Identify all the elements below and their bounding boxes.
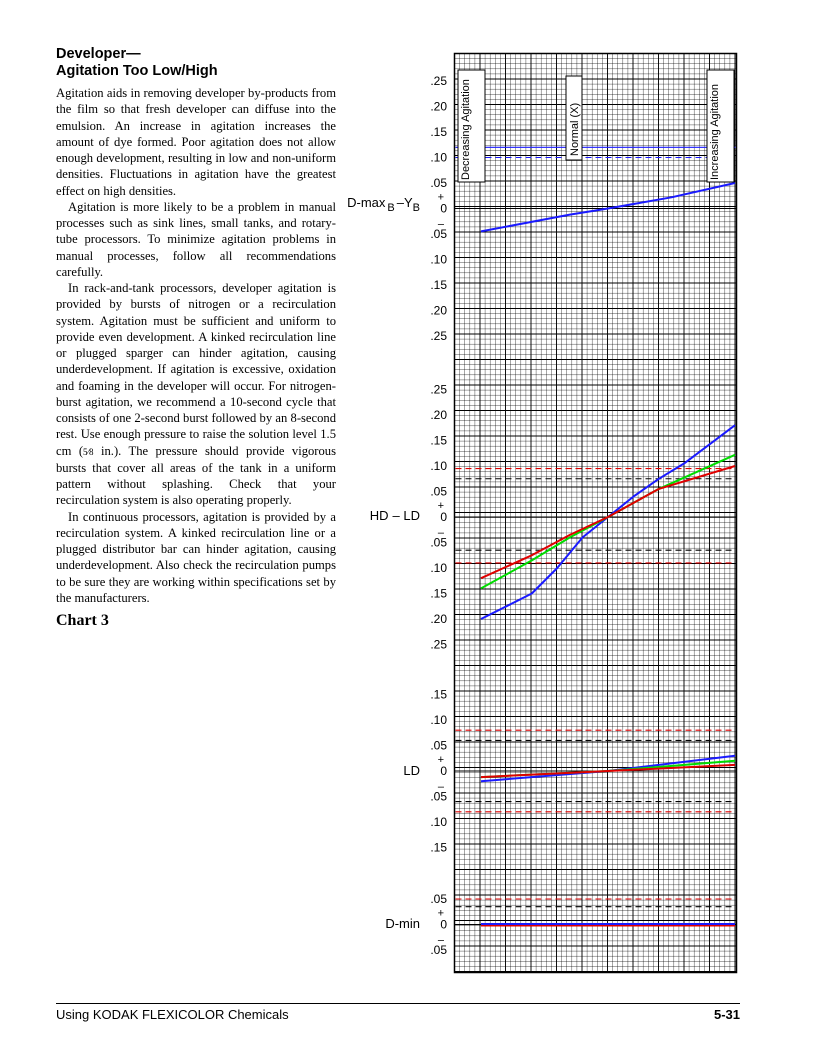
tick-label-hdld: .20 [430, 612, 447, 626]
minus-sign-dmin: – [437, 934, 444, 947]
hdld-label-mid: – LD [392, 508, 420, 523]
panel-label-dmax [347, 195, 420, 214]
tick-label-ld: 0 [440, 764, 447, 778]
paragraph-3 [56, 280, 336, 509]
heading-line-1: Developer— [56, 46, 141, 62]
page-number: 5-31 [713, 1007, 740, 1022]
tick-label-dmax: .25 [430, 74, 447, 88]
x-label-increasing: Increasing Agitation [709, 83, 721, 180]
paragraph-4: In continuous processors, agitation is provided by a recirculation system. A kinked recirculation line or a plugged distributor bar can hinder agitation, causing underdevelopment. Also check the recirculation pumps to be sure they are working within specifications set by the manufacturers. [56, 509, 336, 605]
paragraph-3-part-1: In rack-and-tank processors, developer agitation is provided by bursts of nitrogen or a recirculation system. Agitation must be sufficient and uniform to provide even development. A kinked recirculation line or plugged sparger can hinder agitation, causing underdevelopment. If agitation is excessive, oxidation and foaming in the developer will occur. For nitrogen-burst agitation, we recommend a 10-second cycle that consists of one 2-second burst followed by an 8-second rest. Use enough pressure to raise the solution level 1.5 cm ( [56, 281, 336, 458]
tick-label-hdld: .10 [430, 561, 447, 575]
tick-label-dmax: .10 [430, 252, 447, 267]
chart-title: Chart 3 [56, 612, 109, 629]
tick-label-ld: .10 [430, 713, 447, 727]
tick-label-hdld: .10 [430, 459, 447, 473]
tick-label-hdld: .15 [430, 586, 447, 601]
tick-label-hdld: 0 [440, 510, 447, 524]
dmax-label-sub-1: B [387, 202, 395, 214]
dmax-label-sub-2: B [412, 202, 420, 214]
tick-label-ld: .05 [430, 789, 447, 804]
tick-label-hdld: .20 [430, 408, 447, 422]
paragraph-3-part-2: in.). The pressure should provide vigorous bursts that cover all areas of the tank in a uniform pattern without splashing. Check that your recirculation system is also operating properly. [56, 443, 336, 508]
tick-label-dmin: 0 [440, 917, 447, 932]
x-label-decreasing [460, 79, 472, 180]
tick-label-dmax: .15 [430, 125, 447, 139]
plus-sign-hdld: + [437, 500, 444, 512]
fraction-five-eighths: 5⁄8 [83, 446, 94, 457]
plus-sign-dmax: + [437, 191, 444, 204]
tick-label-ld: .05 [430, 738, 447, 753]
y-tick-labels [430, 74, 447, 957]
panel-label-hdld [370, 508, 420, 523]
panel-label-dmin: D-min [385, 916, 420, 931]
x-label-decreasing-line-1: Decreasing Agitation [460, 79, 472, 180]
body-text [56, 85, 336, 606]
tick-label-hdld: .25 [430, 382, 447, 397]
tick-label-hdld: .25 [430, 637, 447, 652]
tick-label-ld: .15 [430, 840, 447, 855]
x-label-normal: Normal (X) [569, 102, 581, 156]
tick-label-dmax: 0 [440, 201, 447, 216]
footer-rule [56, 1003, 740, 1004]
minus-sign-ld: – [437, 781, 444, 793]
minus-sign-dmax: – [437, 218, 444, 231]
tick-label-dmax: .15 [430, 278, 447, 292]
hdld-label-main: HD [369, 508, 389, 523]
tick-label-dmax: .20 [430, 303, 447, 318]
control-chart [340, 40, 760, 980]
dmax-label-main: D-max [347, 195, 386, 210]
footer-title: Using KODAK FLEXICOLOR Chemicals [56, 1007, 289, 1022]
panel-label-ld: LD [403, 763, 420, 778]
tick-label-dmin: .05 [430, 892, 447, 906]
plus-sign-ld: + [437, 754, 444, 766]
tick-label-hdld: .15 [430, 433, 447, 448]
tick-label-ld: .10 [430, 815, 447, 829]
paragraph-2: Agitation is more likely to be a problem in manual processes such as sink lines, small tanks, and rotary-tube processors. To minimize agitation problems in manual processes, follow all recommendations carefully. [56, 199, 336, 279]
section-heading [56, 46, 218, 80]
tick-label-hdld: .05 [430, 484, 447, 499]
tick-label-dmax: .25 [430, 329, 447, 343]
tick-label-dmax: .10 [430, 150, 447, 165]
tick-label-ld: .15 [430, 687, 447, 702]
heading-line-2: Agitation Too Low/High [56, 63, 218, 79]
panel-labels [347, 195, 420, 931]
plus-sign-dmin: + [437, 907, 444, 920]
tick-label-hdld: .05 [430, 535, 447, 550]
tick-label-dmax: .05 [430, 227, 447, 241]
minus-sign-hdld: – [437, 527, 444, 539]
dmax-label-mid: –Y [396, 195, 413, 210]
paragraph-1: Agitation aids in removing developer by-products from the film so that fresh developer can diffuse into the emulsion. An increase in agitation increases the amount of dye formed. Poor agitation does not allow enough development, resulting in low and non-uniform densities. Fluctuations in agitation have the greatest effect on high densities. [56, 86, 336, 198]
tick-label-dmax: .20 [430, 99, 447, 114]
tick-label-dmax: .05 [430, 176, 447, 190]
tick-label-dmin: .05 [430, 943, 447, 957]
